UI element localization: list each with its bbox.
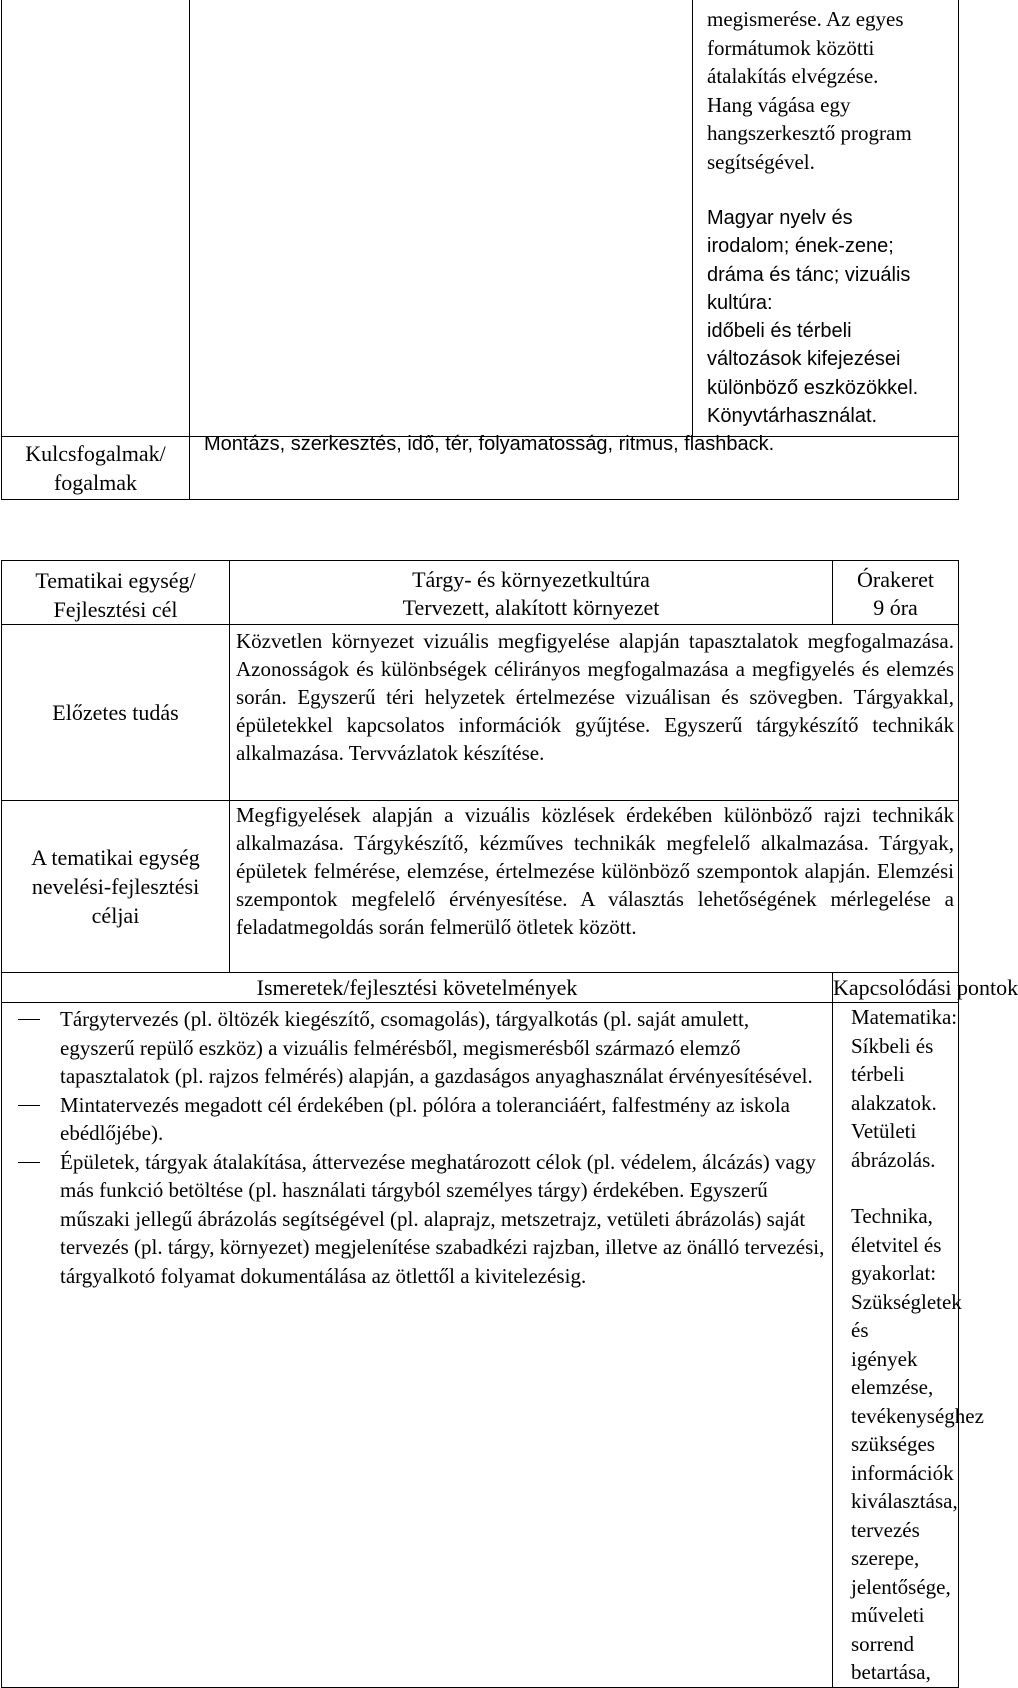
goals-label xyxy=(2,801,230,973)
requirement-text: Épületek, tárgyak átalakítása, áttervezése meghatározott célok (pl. védelem, álcázás) vagy más funkció betöltése (pl. használati tárgyból személyes tárgy) érdekében. Egyszerű műszaki jellegű ábrázolás segítségével (pl. alaprajz, metszetrajz, vetületi ábrázolás) saját tervezés (pl. tárgy, környezet) megjelenítése szabadkézi rajzban, illetve az önálló tervezési, tárgyalkotó folyamat dokumentálása az ötlettől a kivitelezésig. xyxy=(60,1149,825,1288)
tech-line: szerepe, jelentősége, xyxy=(851,1546,951,1599)
connection-line: irodalom; ének-zene; xyxy=(707,235,894,258)
tech-connections xyxy=(851,1202,984,1687)
goals-label-line: A tematikai egység xyxy=(31,845,200,870)
requirement-item xyxy=(2,1091,828,1148)
connection-line: Magyar nyelv és xyxy=(707,207,853,229)
dash-bullet-icon xyxy=(18,1105,40,1106)
unit-title-line: Tárgy- és környezetkultúra xyxy=(412,567,650,592)
unit-table xyxy=(1,560,1018,1688)
tech-line: igények elemzése, xyxy=(851,1346,934,1399)
continuation-line: Hang vágása egy xyxy=(707,92,851,117)
math-line: ábrázolás. xyxy=(851,1147,936,1172)
continuation-lines xyxy=(707,5,954,176)
key-concepts-text: Montázs, szerkesztés, idő, tér, folyamatosság, ritmus, flashback. xyxy=(204,433,775,455)
goals-text: Megfigyelések alapján a vizuális közlések érdekében különböző rajzi technikák alkalmazása. Tárgykészítő, kézműves technikák megfelelő alkalmazása. Tárgyak, épületek felmérése, elemzése, értelmezése különböző szempontok alapján. Elemzési szempontok megfelelő érvényesítése. A választás lehetőségének mérlegelése a feladatmegoldás során felmerülő ötletek között. xyxy=(230,801,959,973)
key-concepts-label-line: fogalmak xyxy=(53,470,138,495)
unit-label-line: Fejlesztési cél xyxy=(53,597,178,622)
hours-cell xyxy=(833,561,959,625)
requirement-text: Mintatervezés megadott cél érdekében (pl. pólóra a toleranciáért, falfestmény az iskola ebédlőjébe). xyxy=(60,1092,790,1145)
requirements-header: Ismeretek/fejlesztési követelmények xyxy=(2,973,833,1003)
requirements-list xyxy=(2,1005,828,1290)
math-line: Matematika: xyxy=(851,1005,958,1029)
prior-knowledge-text: Közvetlen környezet vizuális megfigyelése alapján tapasztalatok megfogalmazása. Azonosságok és különbségek célirányos megfogalmazása a megfigyelés és elemzés során. Egyszerű téri helyzetek értelmezése vizuálisan és szövegben. Tárgyakkal, épületekkel kapcsolatos információk gyűjtése. Egyszerű tárgykészítő technikák alkalmazása. Tervvázlatok készítése. xyxy=(230,625,959,801)
requirements-cell xyxy=(2,1003,833,1688)
connection-line: kultúra: xyxy=(707,291,773,314)
hours-label: Órakeret xyxy=(857,567,934,592)
prior-knowledge-label-text: Előzetes tudás xyxy=(52,700,179,725)
tech-line: tevékenységhez xyxy=(851,1403,984,1428)
requirement-item xyxy=(2,1148,828,1291)
tech-line: Szükségletek és xyxy=(851,1289,962,1342)
tech-line: kiválasztása, tervezés xyxy=(851,1489,958,1542)
unit-title-line: Tervezett, alakított környezet xyxy=(402,595,660,620)
key-concepts-label xyxy=(2,437,190,500)
tech-line: műveleti sorrend xyxy=(851,1603,925,1656)
tech-line: gyakorlat: xyxy=(851,1261,937,1285)
continuation-line: segítségével. xyxy=(707,149,815,174)
math-line: alakzatok. Vetületi xyxy=(851,1090,937,1143)
connection-lines xyxy=(707,204,954,430)
connection-line: különböző eszközökkel. xyxy=(707,376,919,399)
continuation-line: hangszerkesztő program xyxy=(707,121,912,145)
goals-label-line: céljai xyxy=(91,903,140,928)
empty-label-cell xyxy=(2,0,190,437)
empty-content-cell xyxy=(190,0,693,437)
math-line: Síkbeli és térbeli xyxy=(851,1033,934,1086)
tech-line: szükséges információk xyxy=(851,1432,954,1485)
key-concepts-cell xyxy=(190,433,959,500)
unit-title-cell xyxy=(230,561,833,625)
dash-bullet-icon xyxy=(18,1019,40,1020)
connections-continuation-cell xyxy=(693,0,959,437)
connection-line: időbeli és térbeli xyxy=(707,320,852,343)
hours-value: 9 óra xyxy=(873,595,918,620)
goals-label-line: nevelési-fejlesztési xyxy=(31,874,200,899)
requirement-text: Tárgytervezés (pl. öltözék kiegészítő, csomagolás), tárgyalkotás (pl. saját amulett, egyszerű repülő eszköz) a vizuális felmérésből, megismerésből származó elemző tapasztalatok (pl. rajzos felmérés) alapján, a gazdaságos anyaghasználat érvényesítésével. xyxy=(60,1007,813,1088)
unit-label-cell xyxy=(2,561,230,625)
unit-label-line: Tematikai egység/ xyxy=(35,568,196,593)
continuation-line: formátumok közötti xyxy=(707,35,875,60)
continuation-line: megismerése. Az egyes xyxy=(707,7,904,31)
key-concepts-table xyxy=(1,0,959,500)
dash-bullet-icon xyxy=(18,1162,40,1163)
connections-cell xyxy=(833,1003,984,1688)
math-connections xyxy=(851,1003,958,1174)
prior-knowledge-label xyxy=(2,625,230,801)
continuation-line: átalakítás elvégzése. xyxy=(707,64,879,88)
key-concepts-label-line: Kulcsfogalmak/ xyxy=(25,441,166,466)
tech-line: betartása, xyxy=(851,1660,931,1684)
connection-line: változások kifejezései xyxy=(707,348,901,371)
tech-line: Technika, életvitel és xyxy=(851,1204,942,1257)
requirement-item xyxy=(2,1005,828,1091)
connection-line: Könyvtárhasználat. xyxy=(707,405,878,428)
connections-header: Kapcsolódási pontok xyxy=(833,973,959,1003)
connection-line: dráma és tánc; vizuális xyxy=(707,263,911,286)
